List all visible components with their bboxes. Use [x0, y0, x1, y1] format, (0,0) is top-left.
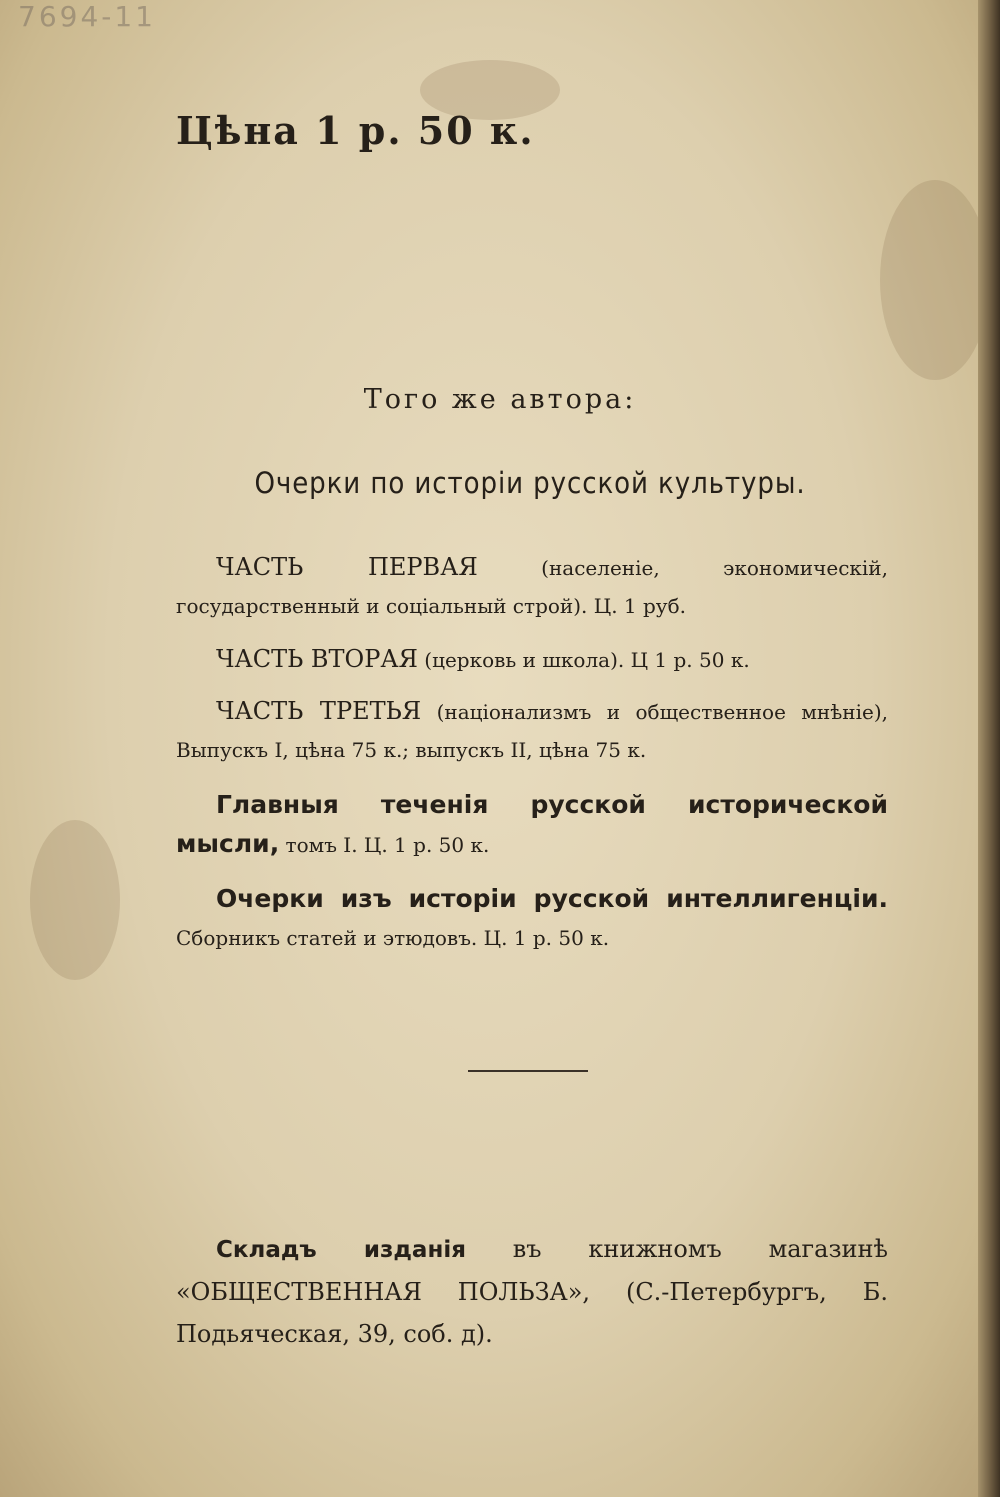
price-label: Цѣна 1 р. 50 к. — [176, 108, 535, 153]
depot-details: въ книжномъ магазинѣ «ОБЩЕСТВЕННАЯ ПОЛЬЗА», (С.-Петербургъ, Б. Подьяческая, 39, соб. д). — [176, 1235, 888, 1348]
part-details: (націонализмъ и общественное мнѣніе), Выпускъ I, цѣна 75 к.; выпускъ II, цѣна 75 к. — [176, 700, 888, 762]
work-title: Очерки изъ исторіи русской интеллигенціи. — [216, 884, 888, 913]
part-lead: ЧАСТЬ ПЕРВАЯ — [216, 553, 478, 581]
part-lead: ЧАСТЬ ТРЕТЬЯ — [216, 697, 422, 725]
part-details: (церковь и школа). Ц 1 р. 50 к. — [417, 648, 750, 672]
work-details: томъ I. Ц. 1 р. 50 к. — [279, 833, 490, 857]
book-spine-edge — [978, 0, 1000, 1497]
pencil-inventory-mark: 7694-11 — [18, 0, 156, 33]
work-details: Сборникъ статей и этюдовъ. Ц. 1 р. 50 к. — [176, 926, 610, 950]
work-entry-intelligentsia — [176, 880, 888, 957]
part-details: (населеніе, экономическій, государственный и соціальный строй). Ц. 1 руб. — [176, 556, 888, 618]
depot-lead: Складъ изданія — [216, 1237, 466, 1263]
work-entry-historical-thought — [176, 786, 888, 864]
part-lead: ЧАСТЬ ВТОРАЯ — [216, 645, 418, 673]
publisher-depot-notice — [176, 1228, 888, 1355]
divider-rule — [468, 1070, 588, 1072]
same-author-heading: Того же автора: — [363, 384, 637, 415]
series-title: Очерки по исторіи русской культуры. — [254, 466, 806, 500]
stain — [880, 180, 990, 380]
part-two-entry — [176, 640, 888, 679]
work-title: Главныя теченія русской исторической мысли, — [176, 790, 888, 858]
part-one-entry — [176, 548, 888, 625]
part-three-entry — [176, 692, 888, 769]
stain — [30, 820, 120, 980]
